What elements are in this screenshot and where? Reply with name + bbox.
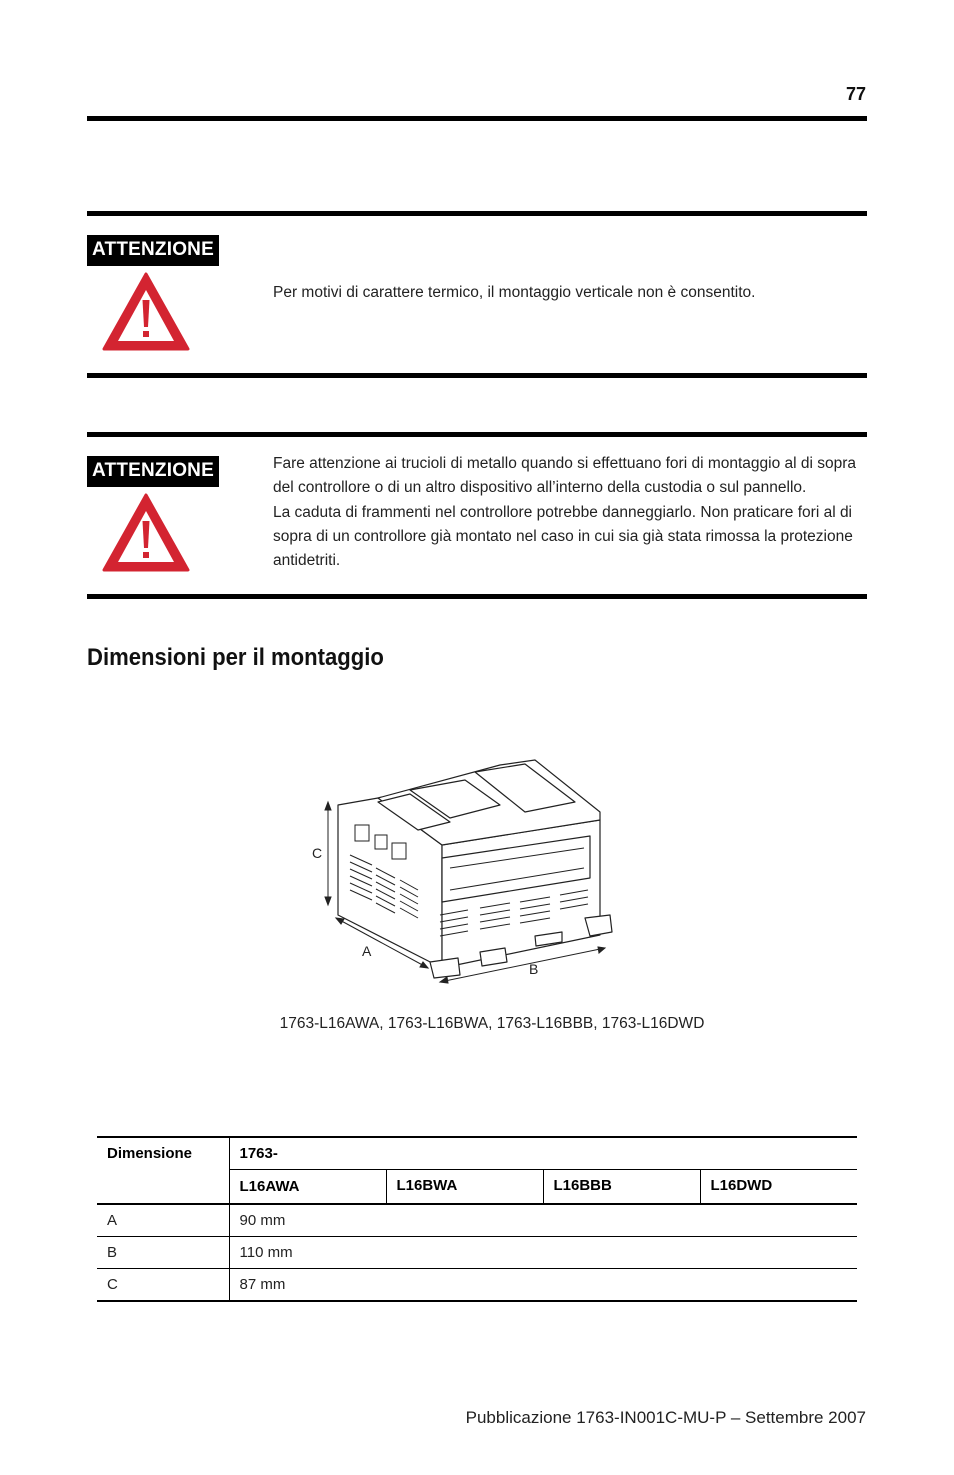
dimension-b-label: B xyxy=(529,961,539,977)
row-dimension: A xyxy=(97,1204,229,1237)
table-header-row xyxy=(97,1137,857,1170)
warning-1-text xyxy=(273,281,867,305)
warning-2-text xyxy=(273,452,867,573)
section-title: Dimensioni per il montaggio xyxy=(87,644,384,671)
row-value: 110 mm xyxy=(239,1244,293,1261)
controller-dimension-drawing xyxy=(300,750,620,990)
dimensions-table xyxy=(97,1136,857,1302)
row-dimension: B xyxy=(97,1237,229,1269)
warning-2-paragraph-1: Fare attenzione ai trucioli di metallo quando si effettuano fori di montaggio al di sopra del controllore o di un altro dispositivo all’interno della custodia o sul pannello. xyxy=(273,455,857,497)
figure-caption: 1763-L16AWA, 1763-L16BWA, 1763-L16BBB, 1763-L16DWD xyxy=(279,1015,705,1032)
row-value: 90 mm xyxy=(239,1212,286,1229)
warning-1-triangle-icon xyxy=(102,270,190,352)
header-col-1: L16AWA xyxy=(229,1170,386,1205)
header-col-4: L16DWD xyxy=(700,1170,857,1205)
publication-footer: Pubblicazione 1763-IN001C-MU-P – Settembre 2007 xyxy=(465,1408,866,1427)
table-row xyxy=(97,1204,857,1237)
warning-1-label: ATTENZIONE xyxy=(87,235,219,266)
header-col-2: L16BWA xyxy=(386,1170,543,1205)
header-dimension: Dimensione xyxy=(97,1137,229,1204)
warning-1-bottom-rule xyxy=(87,373,867,378)
warning-2-triangle-icon xyxy=(102,491,190,573)
warning-2-label: ATTENZIONE xyxy=(87,456,219,487)
table-row xyxy=(97,1237,857,1269)
row-dimension: C xyxy=(97,1269,229,1302)
dimension-c-label: C xyxy=(312,845,323,861)
table-row xyxy=(97,1269,857,1302)
header-col-3: L16BBB xyxy=(543,1170,700,1205)
header-group: 1763- xyxy=(229,1137,857,1170)
warning-2-paragraph-2: La caduta di frammenti nel controllore potrebbe danneggiarlo. Non praticare fori al di sopra di un controllore già montato nel caso in cui sia già stata rimossa la protezione antidetriti. xyxy=(273,503,853,570)
dimension-a-label: A xyxy=(362,943,372,959)
warning-1-paragraph: Per motivi di carattere termico, il montaggio verticale non è consentito. xyxy=(273,284,756,301)
warning-2-top-rule xyxy=(87,432,867,437)
warning-2-bottom-rule xyxy=(87,594,867,599)
warning-1-top-rule xyxy=(87,211,867,216)
page-number: 77 xyxy=(845,84,866,104)
top-rule xyxy=(87,116,867,121)
row-value: 87 mm xyxy=(239,1276,286,1293)
